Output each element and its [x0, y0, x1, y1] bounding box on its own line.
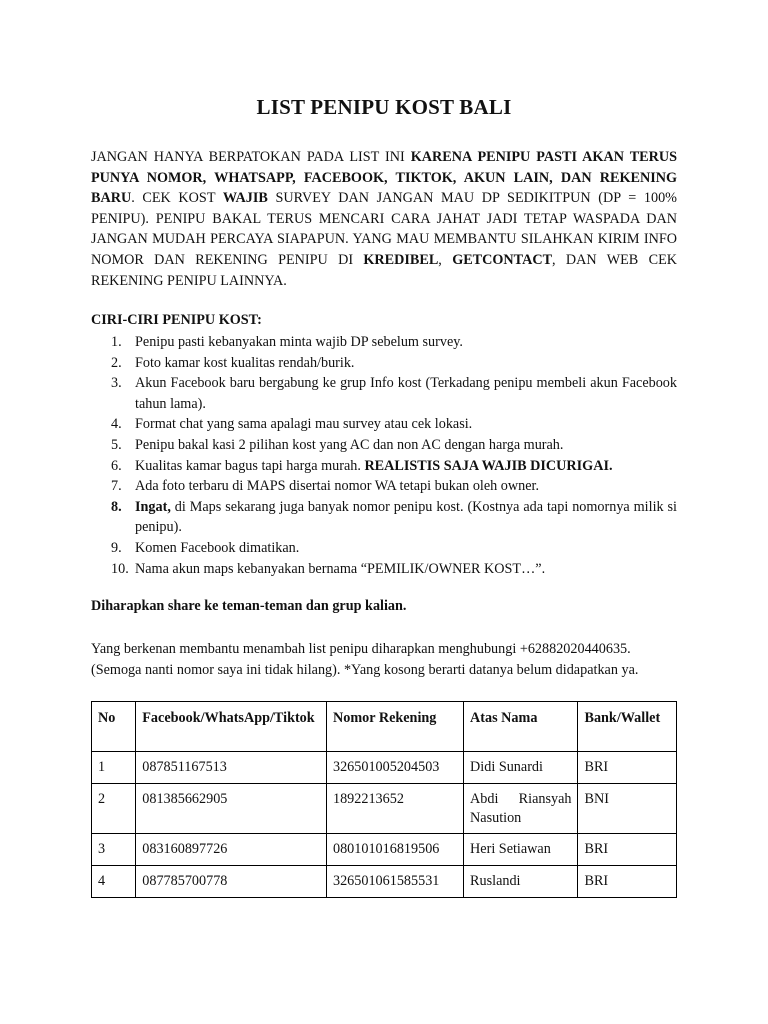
table-row — [92, 834, 677, 866]
list-number: 4. — [111, 416, 122, 433]
intro-paragraph — [91, 147, 677, 291]
cell-name: Didi Sunardi — [464, 752, 578, 784]
list-item — [91, 559, 677, 580]
list-text: Komen Facebook dimatikan. — [135, 539, 300, 556]
cell-no: 3 — [92, 834, 136, 866]
table-row — [92, 866, 677, 898]
cell-rekening: 326501005204503 — [326, 752, 463, 784]
list-text: Ada foto terbaru di MAPS disertai nomor WA tetapi bukan oleh owner. — [135, 478, 540, 495]
table-row — [92, 752, 677, 784]
penipu-table — [91, 701, 677, 898]
list-number: 9. — [111, 539, 122, 556]
intro-bold-4: GETCONTACT — [452, 251, 553, 268]
list-text: Format chat yang sama apalagi mau survey atau cek lokasi. — [135, 416, 473, 433]
cell-no: 4 — [92, 866, 136, 898]
list-number: 10. — [111, 560, 129, 577]
table-header-row — [92, 702, 677, 752]
list-item — [91, 373, 677, 414]
intro-text-4: , — [438, 251, 453, 268]
intro-text-5: , DAN WEB CEK REKENING PENIPU LAINNYA. — [91, 251, 677, 289]
cell-rekening: 326501061585531 — [326, 866, 463, 898]
list-text: di Maps sekarang juga banyak nomor penipu kost. (Kostnya ada tapi nomornya milik si penipu). — [135, 498, 677, 536]
list-lead-text: Ingat, — [135, 498, 171, 515]
cell-name: Abdi Riansyah Nasution — [464, 784, 578, 834]
intro-bold-2: WAJIB — [222, 190, 268, 207]
share-note: Diharapkan share ke teman-teman dan grup kalian. — [91, 598, 407, 614]
header-no: No — [92, 702, 136, 752]
list-item — [91, 353, 677, 374]
ciri-heading: CIRI-CIRI PENIPU KOST: — [91, 312, 262, 328]
cell-name: Ruslandi — [464, 866, 578, 898]
list-text: Nama akun maps kebanyakan bernama “PEMILIK/OWNER KOST…”. — [135, 560, 546, 577]
cell-bank: BRI — [578, 752, 677, 784]
intro-text-2: . CEK KOST — [131, 190, 223, 207]
page-title: LIST PENIPU KOST BALI — [256, 95, 512, 119]
cell-no: 1 — [92, 752, 136, 784]
cell-bank: BRI — [578, 834, 677, 866]
cell-name: Heri Setiawan — [464, 834, 578, 866]
cell-contact: 083160897726 — [136, 834, 327, 866]
header-facebook: Facebook/WhatsApp/Tiktok — [136, 702, 327, 752]
list-number: 5. — [111, 436, 122, 453]
list-item — [91, 476, 677, 497]
list-item — [91, 538, 677, 559]
list-number: 7. — [111, 478, 122, 495]
list-number: 6. — [111, 457, 122, 474]
contact-paragraph: Yang berkenan membantu menambah list penipu diharapkan menghubungi +62882020440635. (Semoga nanti nomor saya ini tidak hilang). *Yang kosong berarti datanya belum didapatkan ya. — [91, 641, 639, 678]
list-number: 8. — [111, 498, 122, 515]
header-bank: Bank/Wallet — [578, 702, 677, 752]
ciri-list — [91, 332, 677, 579]
cell-contact: 087851167513 — [136, 752, 327, 784]
list-text: Penipu pasti kebanyakan minta wajib DP sebelum survey. — [135, 334, 463, 350]
cell-contact: 081385662905 — [136, 784, 327, 834]
table-row — [92, 784, 677, 834]
list-number: 3. — [111, 375, 122, 392]
list-item — [91, 456, 677, 477]
cell-contact: 087785700778 — [136, 866, 327, 898]
header-atas-nama: Atas Nama — [464, 702, 578, 752]
list-item — [91, 435, 677, 456]
list-text: Akun Facebook baru bergabung ke grup Info kost (Terkadang penipu membeli akun Facebook tahun lama). — [135, 375, 677, 412]
list-text: Penipu bakal kasi 2 pilihan kost yang AC dan non AC dengan harga murah. — [135, 436, 564, 453]
list-item — [91, 414, 677, 435]
list-text: Foto kamar kost kualitas rendah/burik. — [135, 354, 355, 371]
cell-bank: BNI — [578, 784, 677, 834]
intro-bold-3: KREDIBEL — [363, 251, 439, 268]
list-number: 2. — [111, 354, 122, 371]
cell-rekening: 1892213652 — [326, 784, 463, 834]
intro-text-3: SURVEY DAN JANGAN MAU DP SEDIKITPUN (DP = 100% PENIPU). PENIPU BAKAL TERUS MENCARI CARA JAHAT JADI TETAP WASPADA DAN JANGAN MUDAH PERCAYA SIAPAPUN. YANG MAU MEMBANTU SILAHKAN KIRIM INFO NOMOR DAN REKENING PENIPU DI — [91, 190, 677, 268]
intro-text-1: JANGAN HANYA BERPATOKAN PADA LIST INI — [91, 149, 411, 165]
header-rekening: Nomor Rekening — [326, 702, 463, 752]
cell-no: 2 — [92, 784, 136, 834]
cell-rekening: 080101016819506 — [326, 834, 463, 866]
list-bold-text: REALISTIS SAJA WAJIB DICURIGAI. — [364, 457, 613, 474]
list-item — [91, 497, 677, 538]
list-text: Kualitas kamar bagus tapi harga murah. — [135, 457, 365, 474]
list-item — [91, 332, 677, 353]
list-number: 1. — [111, 334, 122, 350]
intro-bold-1: KARENA PENIPU PASTI AKAN TERUS PUNYA NOMOR, WHATSAPP, FACEBOOK, TIKTOK, AKUN LAIN, DAN REKENING BARU — [91, 149, 677, 207]
cell-bank: BRI — [578, 866, 677, 898]
